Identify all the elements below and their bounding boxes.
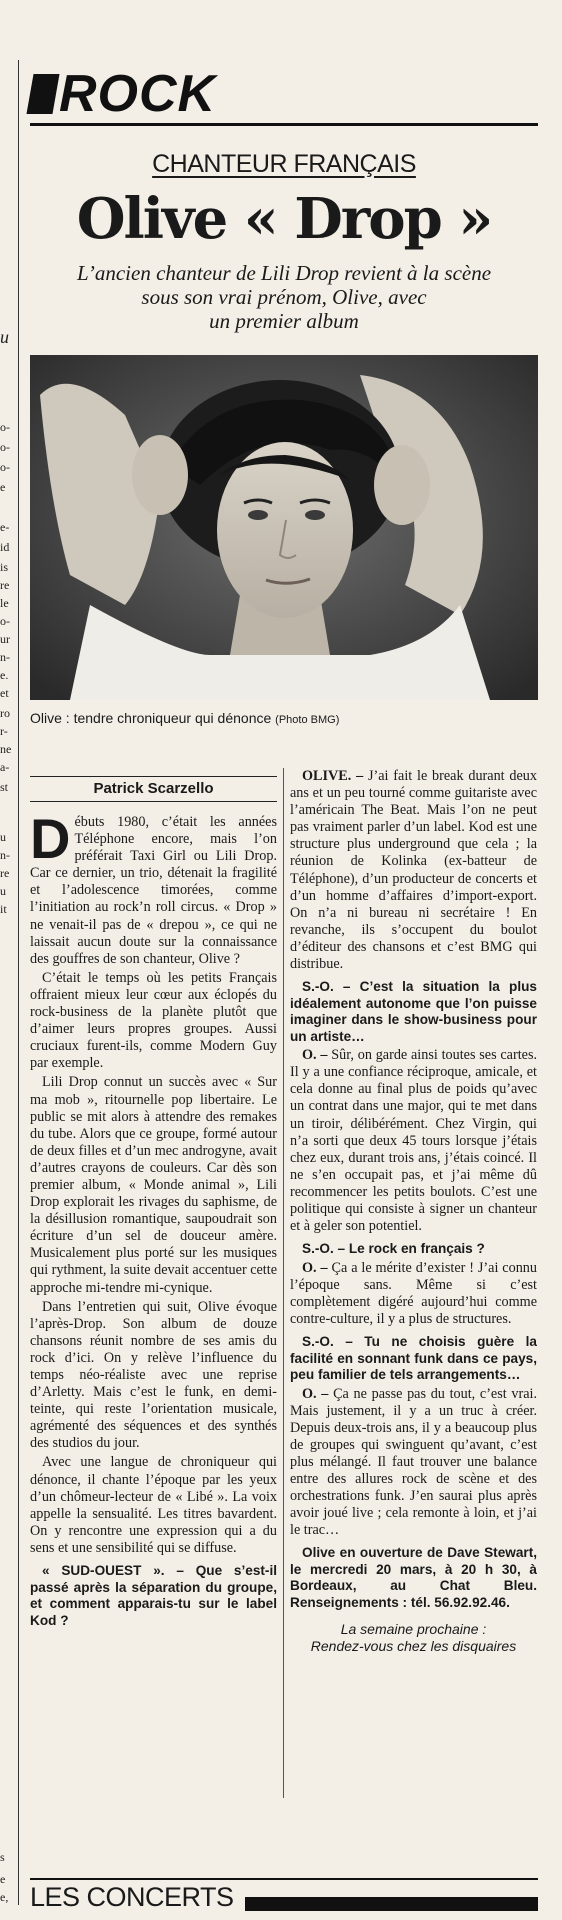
paragraph-text: ébuts 1980, c’était les années Téléphone encore, mais l’on préférait Taxi Girl ou Lili Drop. Car ce dernier, un trio, détenait la fragilité et l’adolescence timorées, comme l’initiation au rock’n roll circus. « Drop » ne venait-il pas de « drepou », ce qui ne laissait aucun doute sur la connaissance des gouffres de son chanteur, Olive ? (30, 814, 277, 967)
section-header (30, 64, 538, 126)
section-block-icon (26, 74, 59, 114)
portrait-photo (30, 355, 538, 700)
gutter-fragment: e (0, 480, 6, 494)
interview-answer (290, 1386, 537, 1540)
gutter-fragment: n- (0, 848, 10, 862)
paragraph: Avec une langue de chroniqueur qui dénonce, il chante l’époque par les yeux d’un chômeur-lecteur de « Libé ». La voix appelle la sensualité. Les titres bavardent. On y rencontre une expression qui a du sens et une sensibilité qui se diffuse. (30, 1454, 277, 1556)
gutter-fragment: o- (0, 420, 10, 434)
portrait-illustration (30, 355, 538, 700)
headline: Olive « Drop » (76, 186, 492, 252)
gutter-fragment: et (0, 686, 9, 700)
article-body (30, 768, 538, 1798)
gutter-fragment: u (0, 830, 6, 844)
caption-text: Olive : tendre chroniqueur qui dénonce (30, 710, 272, 726)
next-section-title: LES CONCERTS (30, 1882, 234, 1912)
article-header (30, 64, 538, 726)
speaker-label: O. – (302, 1047, 328, 1064)
next-section-header (30, 1878, 538, 1912)
section-title: ROCK (59, 64, 217, 123)
gutter-fragment: re (0, 578, 10, 592)
deck (30, 261, 538, 333)
drop-cap: D (30, 807, 71, 870)
closing-line: La semaine prochaine : (340, 1621, 487, 1638)
interview-answer (290, 1047, 537, 1235)
gutter-fragment: u (0, 327, 9, 347)
speaker-label: O. – (302, 1259, 328, 1276)
deck-line: un premier album (209, 309, 359, 333)
gutter-fragment: e, (0, 1890, 9, 1904)
gutter-fragment: it (0, 902, 7, 916)
gutter-fragment: e. (0, 668, 9, 682)
paragraph: Dans l’entretien qui suit, Olive évoque l’après-Drop. Son album de douze chansons réunit nombre de ses amis du rock d’ici. On y relève l’influence du temps néo-réaliste avec une reprise d’Arletty. Mais c’est le funk, en demi-teinte, qui reste l’orientation musicale, agrémenté des séquences et des synthés des studios du jour. (30, 1298, 277, 1452)
gutter-fragment: r- (0, 724, 8, 738)
paragraph: C’était le temps où les petits Français offraient mieux leur cœur aux éclopés du rock-business de la planète plutôt que d’aimer leurs propres groupes. Aussi cruciaux furent-ils, comme Modern Guy par exemple. (30, 969, 277, 1072)
photo-credit: (Photo BMG) (275, 714, 340, 726)
gutter-fragment: le (0, 596, 9, 610)
byline-box (30, 776, 277, 802)
right-column (290, 768, 537, 1655)
column-rule (18, 60, 19, 1905)
deck-line: sous son vrai prénom, Olive, avec (141, 285, 427, 309)
answer-text: J’ai fait le break durant deux ans et un peu tourné comme guitariste avec l’américain The Beat. Mais l’on ne peut pas vraiment parler d’un label. Kod est une structure plus underground que cela ; la réunion de Kolinka (ex-batteur de Téléphone), d’un producteur de concerts et d’un homme d’affaires d’import-export. On n’a ni bureau ni secrétaire ! En revanche, ils s’occupent du boulot d’éditeur des chansons et c’est BMG qui distribue. (290, 768, 537, 973)
kicker: CHANTEUR FRANÇAIS (152, 150, 416, 178)
deck-line: L’ancien chanteur de Lili Drop revient à la scène (76, 261, 492, 285)
answer-text: Ça ne passe pas du tout, c’est vrai. Mais justement, il y a un truc à créer. Depuis deux-trois ans, il y a beaucoup plus de groupes qui swinguent qu’avant, c’est plus mélangé. Il faut trouver une balance entre des allures rock de scène et des orchestrations funk. J’en saurai plus après avoir joué live ; cela remonte à loin, et j’ai le trac… (290, 1385, 537, 1539)
left-gutter (0, 0, 22, 1920)
concert-info: Olive en ouverture de Dave Stewart, le mercredi 20 mars, à 20 h 30, à Bordeaux, au Chat Bleu. Renseignements : tél. 56.92.92.46. (290, 1545, 537, 1610)
interview-question: S.-O. – C’est la situation la plus idéalement autonome que l’on puisse imaginer dans le show-business pour un artiste… (290, 979, 537, 1044)
section-bar-graphic (245, 1897, 538, 1911)
gutter-fragment: e- (0, 520, 10, 534)
answer-text: Ça a le mérite d’exister ! J’ai connu l’époque sans. Même si c’est complètement digéré aujourd’hui comme contre-culture, il y a plus de structures. (290, 1259, 537, 1327)
interview-answer (290, 1260, 537, 1328)
photo-caption (30, 710, 538, 726)
interview-answer (290, 768, 537, 973)
column-divider (283, 768, 284, 1798)
gutter-fragment: re (0, 866, 10, 880)
gutter-fragment: ro (0, 706, 10, 720)
byline: Patrick Scarzello (93, 780, 214, 798)
interview-question: « SUD-OUEST ». – Que s’est-il passé après la séparation du groupe, et comment apparais-tu sur le label Kod ? (30, 1563, 277, 1628)
gutter-fragment: s (0, 1850, 5, 1864)
answer-text: Sûr, on garde ainsi toutes ses cartes. Il y a une confiance réciproque, amicale, et cela donne au final plus de poids qu’avec un contrat dans une major, qui te met dans un tiroir, délibérément. Chez Virgin, qui n’a sorti que deux 45 tours lorsque j’étais chez eux, durant trois ans, j’étais coincé. Il ne s’en occupait pas, et j’ai même dû recommencer les petits boulots. C’est une politique qui consiste à signer un chanteur et à geler son potentiel. (290, 1047, 538, 1235)
gutter-fragment: o- (0, 614, 10, 628)
gutter-fragment: ne (0, 742, 12, 756)
interview-question: S.-O. – Le rock en français ? (302, 1241, 485, 1257)
gutter-fragment: o- (0, 460, 10, 474)
closing-note (290, 1621, 537, 1655)
gutter-fragment: o- (0, 440, 10, 454)
gutter-fragment: st (0, 780, 9, 794)
speaker-label: OLIVE. – (302, 768, 364, 784)
left-column (30, 768, 277, 1631)
gutter-fragment: e (0, 1872, 6, 1886)
gutter-fragment: id (0, 540, 10, 554)
closing-line: Rendez-vous chez les disquaires (310, 1638, 517, 1655)
paragraph: Lili Drop connut un succès avec « Sur ma mob », ritournelle pop libertaire. Le public se mit alors à attendre des remakes du tube. Alors que ce groupe, formé autour de deux filles et d’un mec androgyne, avait d’autres crayons de couleurs. Car dès son premier album, « Monde animal », Lili Drop explorait les rivages du saphisme, de la désillusion romantique, saupoudrait son écriture d’un sel de douceur amère. Musicalement plus porté sur les musiques qui rythment, la suite devait accentuer cette approche mi-tendre mi-cynique. (30, 1074, 277, 1296)
gutter-fragment: n- (0, 650, 10, 664)
speaker-label: O. – (302, 1385, 329, 1402)
paragraph (30, 807, 277, 968)
interview-question: S.-O. – Tu ne choisis guère la facilité en sonnant funk dans ce pays, peu familier de tels arrangements… (290, 1334, 537, 1383)
gutter-fragment: is (0, 560, 9, 574)
gutter-fragment: a- (0, 760, 10, 774)
gutter-fragment: u (0, 884, 6, 898)
gutter-fragment: ur (0, 632, 10, 646)
